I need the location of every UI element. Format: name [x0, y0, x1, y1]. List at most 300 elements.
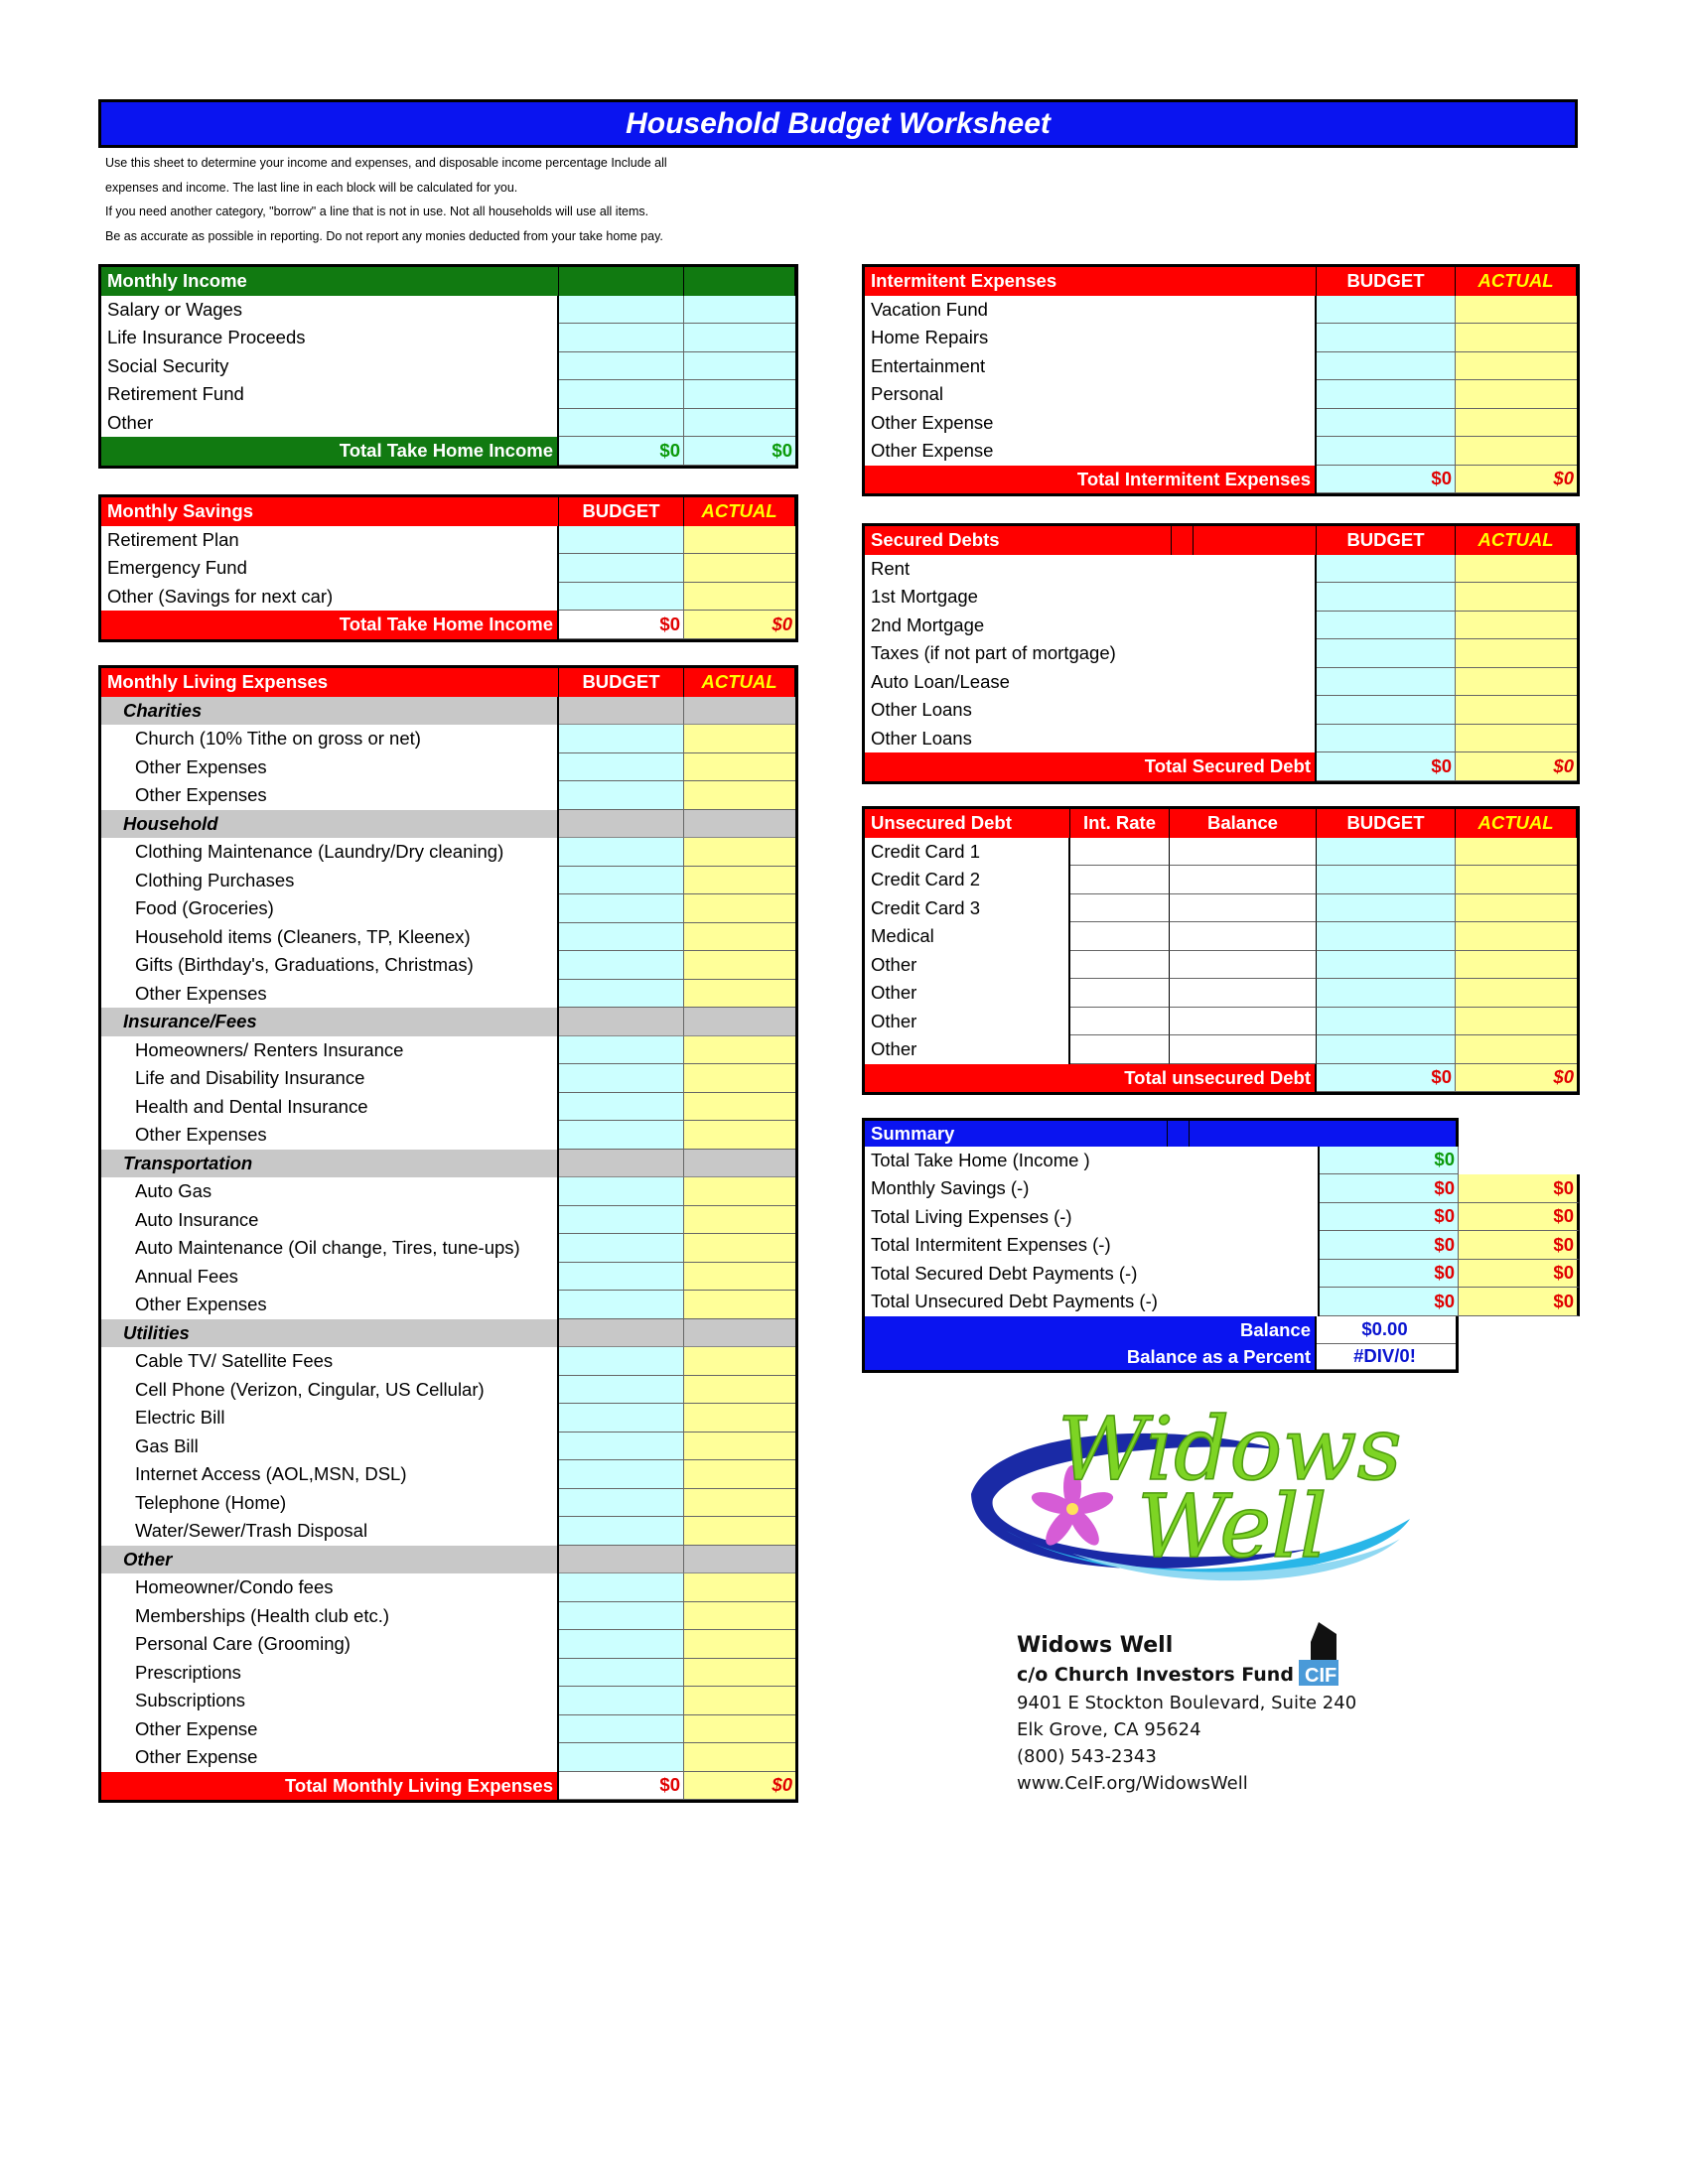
budget-input[interactable] [559, 923, 684, 952]
balance-value: $0.00 [1317, 1316, 1456, 1345]
row-label: Entertainment [865, 352, 1317, 381]
budget-input[interactable] [559, 1687, 684, 1715]
living-total-budget: $0 [559, 1772, 684, 1801]
org-name: Widows Well [1017, 1633, 1174, 1658]
int-rate-input[interactable] [1070, 1008, 1170, 1036]
row-label: Emergency Fund [101, 554, 559, 583]
row-label: Other Expenses [101, 1121, 559, 1150]
row-label: Other Loans [865, 725, 1317, 753]
row-label: Prescriptions [101, 1659, 559, 1688]
table-row [101, 409, 795, 438]
budget-input[interactable] [559, 296, 684, 325]
actual-input[interactable] [1456, 838, 1577, 867]
row-label: Social Security [101, 352, 559, 381]
budget-input[interactable] [559, 380, 684, 409]
actual-input[interactable] [684, 1177, 795, 1206]
actual-input[interactable] [1456, 922, 1577, 951]
budget-input[interactable] [559, 1404, 684, 1433]
actual-input[interactable] [1456, 437, 1577, 466]
budget-input[interactable] [1317, 352, 1456, 381]
actual-column-header: ACTUAL [684, 497, 795, 526]
category-blank [559, 697, 684, 726]
budget-input[interactable] [1317, 409, 1456, 438]
table-row [865, 696, 1577, 725]
instruction-line: Use this sheet to determine your income and expenses, and disposable income percentage Include all [105, 156, 667, 170]
table-row [101, 1177, 795, 1206]
actual-input[interactable] [684, 1659, 795, 1688]
actual-input[interactable] [684, 409, 795, 438]
actual-input[interactable] [684, 526, 795, 555]
row-label: Credit Card 3 [865, 894, 1070, 923]
balance-input[interactable] [1170, 866, 1317, 894]
budget-input[interactable] [1317, 612, 1456, 640]
actual-input[interactable] [684, 554, 795, 583]
actual-input[interactable] [684, 1291, 795, 1319]
table-row [865, 951, 1577, 980]
actual-input[interactable] [684, 725, 795, 753]
category-label: Household [101, 810, 559, 839]
actual-input[interactable] [684, 838, 795, 867]
row-label: Personal Care (Grooming) [101, 1630, 559, 1659]
actual-input[interactable] [684, 1630, 795, 1659]
actual-input[interactable] [1456, 979, 1577, 1008]
row-label: Vacation Fund [865, 296, 1317, 325]
table-row [101, 1234, 795, 1263]
budget-column-header: BUDGET [1317, 526, 1456, 555]
budget-input[interactable] [559, 1433, 684, 1461]
summary-row [862, 1147, 1580, 1175]
table-row [101, 1433, 795, 1461]
budget-input[interactable] [559, 526, 684, 555]
actual-input[interactable] [684, 1602, 795, 1631]
budget-input[interactable] [559, 781, 684, 810]
table-row [865, 583, 1577, 612]
budget-input[interactable] [559, 583, 684, 612]
balance-input[interactable] [1170, 979, 1317, 1008]
actual-input[interactable] [684, 867, 795, 895]
table-row [101, 1376, 795, 1405]
budget-input[interactable] [559, 1263, 684, 1292]
actual-input[interactable] [1456, 324, 1577, 352]
row-label: Other Expenses [101, 1291, 559, 1319]
summary-row [862, 1203, 1580, 1232]
actual-input[interactable] [1456, 639, 1577, 668]
row-label: Other Expense [865, 437, 1317, 466]
actual-input[interactable] [684, 1573, 795, 1602]
table-row [101, 1743, 795, 1772]
budget-column-header: BUDGET [1317, 267, 1456, 296]
summary-row [862, 1260, 1580, 1289]
category-row [101, 1319, 795, 1348]
actual-input[interactable] [684, 352, 795, 381]
category-label: Transportation [101, 1150, 559, 1178]
row-label: Homeowner/Condo fees [101, 1573, 559, 1602]
row-label: Clothing Purchases [101, 867, 559, 895]
row-label: Other [865, 951, 1070, 980]
row-label: Medical [865, 922, 1070, 951]
budget-column-header: BUDGET [559, 668, 684, 697]
table-row [865, 668, 1577, 697]
budget-input[interactable] [559, 409, 684, 438]
actual-input[interactable] [684, 980, 795, 1009]
actual-input[interactable] [684, 1460, 795, 1489]
table-row [865, 612, 1577, 640]
row-label: Memberships (Health club etc.) [101, 1602, 559, 1631]
table-row [865, 838, 1577, 867]
summary-actual: $0 [1459, 1231, 1580, 1260]
actual-input[interactable] [1456, 380, 1577, 409]
balance-input[interactable] [1170, 1008, 1317, 1036]
actual-column-header: ACTUAL [684, 668, 795, 697]
budget-input[interactable] [1317, 380, 1456, 409]
table-row [865, 725, 1577, 753]
balance-input[interactable] [1170, 1035, 1317, 1064]
actual-input[interactable] [684, 296, 795, 325]
actual-input[interactable] [684, 1206, 795, 1235]
budget-input[interactable] [1317, 296, 1456, 325]
actual-input[interactable] [684, 380, 795, 409]
widows-well-logo [953, 1390, 1430, 1598]
budget-input[interactable] [1317, 555, 1456, 584]
actual-input[interactable] [684, 1687, 795, 1715]
int-rate-input[interactable] [1070, 894, 1170, 923]
table-row [865, 555, 1577, 584]
budget-input[interactable] [1317, 922, 1456, 951]
instruction-line: Be as accurate as possible in reporting. Do not report any monies deducted from your take home pay. [105, 228, 663, 243]
intermittent-total-actual: $0 [1456, 466, 1577, 494]
svg-text:Widows: Widows [1057, 1398, 1402, 1500]
header-divider [1168, 1121, 1190, 1147]
category-blank [684, 1546, 795, 1574]
category-row [101, 1008, 795, 1036]
intermittent-expenses-table [862, 264, 1580, 496]
category-label: Charities [101, 697, 559, 726]
actual-input[interactable] [684, 1093, 795, 1122]
budget-input[interactable] [1317, 583, 1456, 612]
actual-input[interactable] [684, 1234, 795, 1263]
table-row [865, 380, 1577, 409]
actual-input[interactable] [684, 1517, 795, 1546]
summary-label: Monthly Savings (-) [862, 1174, 1320, 1203]
budget-input[interactable] [1317, 437, 1456, 466]
phone-number: (800) 543-2343 [1017, 1746, 1157, 1767]
actual-input[interactable] [684, 1743, 795, 1772]
actual-input[interactable] [684, 583, 795, 612]
monthly-income-header: Monthly Income [101, 267, 559, 296]
table-row [101, 324, 795, 352]
table-row [101, 1517, 795, 1546]
category-row [101, 1150, 795, 1178]
budget-input[interactable] [1317, 838, 1456, 867]
int-rate-input[interactable] [1070, 866, 1170, 894]
actual-input[interactable] [1456, 583, 1577, 612]
table-row [101, 894, 795, 923]
row-label: 1st Mortgage [865, 583, 1317, 612]
secured-total-budget: $0 [1317, 752, 1456, 781]
actual-column-header: ACTUAL [1456, 809, 1577, 838]
summary-row [862, 1288, 1580, 1316]
budget-input[interactable] [559, 1573, 684, 1602]
category-blank [684, 697, 795, 726]
actual-input[interactable] [684, 1064, 795, 1093]
row-label: Auto Maintenance (Oil change, Tires, tune-ups) [101, 1234, 559, 1263]
table-row [101, 1715, 795, 1744]
budget-input[interactable] [1317, 894, 1456, 923]
budget-input[interactable] [1317, 1008, 1456, 1036]
budget-input[interactable] [559, 1121, 684, 1150]
header-divider [1172, 526, 1194, 555]
balance-percent-label: Balance as a Percent [865, 1344, 1317, 1370]
category-row [101, 810, 795, 839]
budget-input[interactable] [1317, 639, 1456, 668]
income-total-actual: $0 [684, 437, 795, 466]
unsecured-debt-table [862, 806, 1580, 1095]
secured-total-actual: $0 [1456, 752, 1577, 781]
budget-input[interactable] [559, 1715, 684, 1744]
table-row [865, 922, 1577, 951]
budget-input[interactable] [559, 867, 684, 895]
budget-input[interactable] [559, 1517, 684, 1546]
actual-input[interactable] [1456, 1035, 1577, 1064]
table-row [101, 867, 795, 895]
table-row [101, 1687, 795, 1715]
category-blank [559, 1150, 684, 1178]
care-of: c/o Church Investors Fund [1017, 1664, 1294, 1686]
actual-input[interactable] [1456, 352, 1577, 381]
budget-input[interactable] [1317, 668, 1456, 697]
instruction-line: If you need another category, "borrow" a line that is not in use. Not all households will use all items. [105, 205, 649, 218]
table-row [101, 951, 795, 980]
table-row [101, 1404, 795, 1433]
actual-input[interactable] [684, 951, 795, 980]
actual-input[interactable] [684, 1121, 795, 1150]
budget-input[interactable] [1317, 979, 1456, 1008]
budget-input[interactable] [559, 324, 684, 352]
row-label: Gas Bill [101, 1433, 559, 1461]
actual-input[interactable] [1456, 409, 1577, 438]
budget-input[interactable] [1317, 696, 1456, 725]
row-label: Other Expense [101, 1715, 559, 1744]
int-rate-input[interactable] [1070, 838, 1170, 867]
budget-input[interactable] [559, 1036, 684, 1065]
actual-input[interactable] [1456, 725, 1577, 753]
actual-input[interactable] [684, 1263, 795, 1292]
category-blank [684, 1150, 795, 1178]
budget-input[interactable] [1317, 951, 1456, 980]
living-expenses-header: Monthly Living Expenses [101, 668, 559, 697]
category-blank [684, 1008, 795, 1036]
actual-input[interactable] [684, 324, 795, 352]
row-label: Subscriptions [101, 1687, 559, 1715]
row-label: Other Expenses [101, 980, 559, 1009]
actual-input[interactable] [1456, 894, 1577, 923]
int-rate-input[interactable] [1070, 922, 1170, 951]
row-label: Other [865, 1035, 1070, 1064]
table-row [865, 296, 1577, 325]
balance-input[interactable] [1170, 894, 1317, 923]
actual-input[interactable] [684, 1036, 795, 1065]
table-row [101, 1291, 795, 1319]
category-blank [684, 810, 795, 839]
monthly-savings-header: Monthly Savings [101, 497, 559, 526]
actual-input[interactable] [1456, 555, 1577, 584]
secured-debts-table [862, 523, 1580, 784]
intermittent-total-budget: $0 [1317, 466, 1456, 494]
budget-input[interactable] [559, 838, 684, 867]
unsecured-total-budget: $0 [1317, 1064, 1456, 1093]
secured-total-label: Total Secured Debt [865, 752, 1317, 781]
actual-input[interactable] [1456, 1008, 1577, 1036]
category-blank [559, 1319, 684, 1348]
row-label: Other (Savings for next car) [101, 583, 559, 612]
budget-input[interactable] [559, 1234, 684, 1263]
row-label: Other Expenses [101, 781, 559, 810]
actual-input[interactable] [684, 1489, 795, 1518]
living-total-label: Total Monthly Living Expenses [101, 1772, 559, 1801]
row-label: Church (10% Tithe on gross or net) [101, 725, 559, 753]
actual-input[interactable] [1456, 612, 1577, 640]
budget-input[interactable] [559, 1630, 684, 1659]
row-label: Other [101, 409, 559, 438]
table-row [101, 725, 795, 753]
actual-input[interactable] [684, 781, 795, 810]
row-label: Home Repairs [865, 324, 1317, 352]
actual-input[interactable] [1456, 951, 1577, 980]
table-row [865, 1008, 1577, 1036]
table-row [865, 1035, 1577, 1064]
actual-input[interactable] [684, 1376, 795, 1405]
summary-row [862, 1174, 1580, 1203]
table-row [865, 409, 1577, 438]
table-row [101, 838, 795, 867]
balance-input[interactable] [1170, 951, 1317, 980]
category-blank [684, 1319, 795, 1348]
budget-input[interactable] [559, 725, 684, 753]
row-label: Other Expenses [101, 753, 559, 782]
row-label: Retirement Plan [101, 526, 559, 555]
budget-input[interactable] [1317, 324, 1456, 352]
row-label: Household items (Cleaners, TP, Kleenex) [101, 923, 559, 952]
row-label: Electric Bill [101, 1404, 559, 1433]
actual-input[interactable] [684, 923, 795, 952]
int-rate-input[interactable] [1070, 979, 1170, 1008]
row-label: Food (Groceries) [101, 894, 559, 923]
row-label: Personal [865, 380, 1317, 409]
category-label: Insurance/Fees [101, 1008, 559, 1036]
int-rate-input[interactable] [1070, 951, 1170, 980]
budget-input[interactable] [559, 1347, 684, 1376]
street-address: 9401 E Stockton Boulevard, Suite 240 [1017, 1693, 1357, 1713]
actual-input[interactable] [684, 894, 795, 923]
row-label: Homeowners/ Renters Insurance [101, 1036, 559, 1065]
unsecured-total-label: Total unsecured Debt [865, 1064, 1317, 1093]
secured-debts-header: Secured Debts [865, 526, 1172, 555]
row-label: Other Loans [865, 696, 1317, 725]
budget-input[interactable] [559, 1206, 684, 1235]
budget-input[interactable] [559, 1460, 684, 1489]
savings-total-budget: $0 [559, 611, 684, 639]
budget-input[interactable] [559, 554, 684, 583]
row-label: Life and Disability Insurance [101, 1064, 559, 1093]
budget-input[interactable] [559, 1743, 684, 1772]
summary-actual: $0 [1459, 1174, 1580, 1203]
summary-actual: $0 [1459, 1260, 1580, 1289]
row-label: Credit Card 1 [865, 838, 1070, 867]
actual-input[interactable] [1456, 668, 1577, 697]
actual-input[interactable] [684, 1715, 795, 1744]
actual-input[interactable] [684, 1404, 795, 1433]
svg-text:Well: Well [1137, 1475, 1328, 1577]
actual-input[interactable] [684, 1433, 795, 1461]
actual-input[interactable] [684, 753, 795, 782]
budget-input[interactable] [559, 1376, 684, 1405]
budget-input[interactable] [559, 894, 684, 923]
income-total-label: Total Take Home Income [101, 437, 559, 466]
budget-input[interactable] [1317, 866, 1456, 894]
actual-input[interactable] [1456, 296, 1577, 325]
monthly-savings-table [98, 494, 798, 642]
budget-input[interactable] [1317, 725, 1456, 753]
row-label: Auto Insurance [101, 1206, 559, 1235]
table-row [101, 1460, 795, 1489]
budget-input[interactable] [559, 1659, 684, 1688]
header-blank [1190, 1121, 1456, 1147]
actual-input[interactable] [1456, 866, 1577, 894]
instructions [105, 151, 999, 248]
balance-percent-value: #DIV/0! [1317, 1344, 1456, 1370]
table-row [101, 980, 795, 1009]
budget-input[interactable] [559, 1291, 684, 1319]
balance-input[interactable] [1170, 922, 1317, 951]
table-row [101, 583, 795, 612]
table-row [101, 1659, 795, 1688]
budget-input[interactable] [559, 1177, 684, 1206]
row-label: Internet Access (AOL,MSN, DSL) [101, 1460, 559, 1489]
website-link[interactable]: www.CeIF.org/WidowsWell [1017, 1773, 1248, 1794]
int-rate-column-header: Int. Rate [1070, 809, 1170, 838]
budget-input[interactable] [559, 951, 684, 980]
budget-column-header: BUDGET [1317, 809, 1456, 838]
table-row [865, 866, 1577, 894]
budget-input[interactable] [559, 753, 684, 782]
int-rate-input[interactable] [1070, 1035, 1170, 1064]
table-row [101, 1064, 795, 1093]
row-label: Other Expense [865, 409, 1317, 438]
budget-input[interactable] [559, 352, 684, 381]
actual-input[interactable] [1456, 696, 1577, 725]
monthly-income-table [98, 264, 798, 469]
category-row [101, 1546, 795, 1574]
budget-input[interactable] [559, 1489, 684, 1518]
balance-input[interactable] [1170, 838, 1317, 867]
row-label: Water/Sewer/Trash Disposal [101, 1517, 559, 1546]
budget-input[interactable] [559, 980, 684, 1009]
balance-label: Balance [865, 1316, 1317, 1345]
budget-input[interactable] [1317, 1035, 1456, 1064]
category-blank [559, 810, 684, 839]
budget-input[interactable] [559, 1093, 684, 1122]
table-row [101, 1093, 795, 1122]
budget-input[interactable] [559, 1602, 684, 1631]
row-label: Retirement Fund [101, 380, 559, 409]
summary-budget: $0 [1320, 1203, 1459, 1232]
summary-label: Total Take Home (Income ) [862, 1147, 1320, 1175]
summary-header: Summary [865, 1121, 1168, 1147]
living-expenses-table [98, 665, 798, 1803]
budget-input[interactable] [559, 1064, 684, 1093]
actual-input[interactable] [684, 1347, 795, 1376]
balance-column-header: Balance [1170, 809, 1317, 838]
